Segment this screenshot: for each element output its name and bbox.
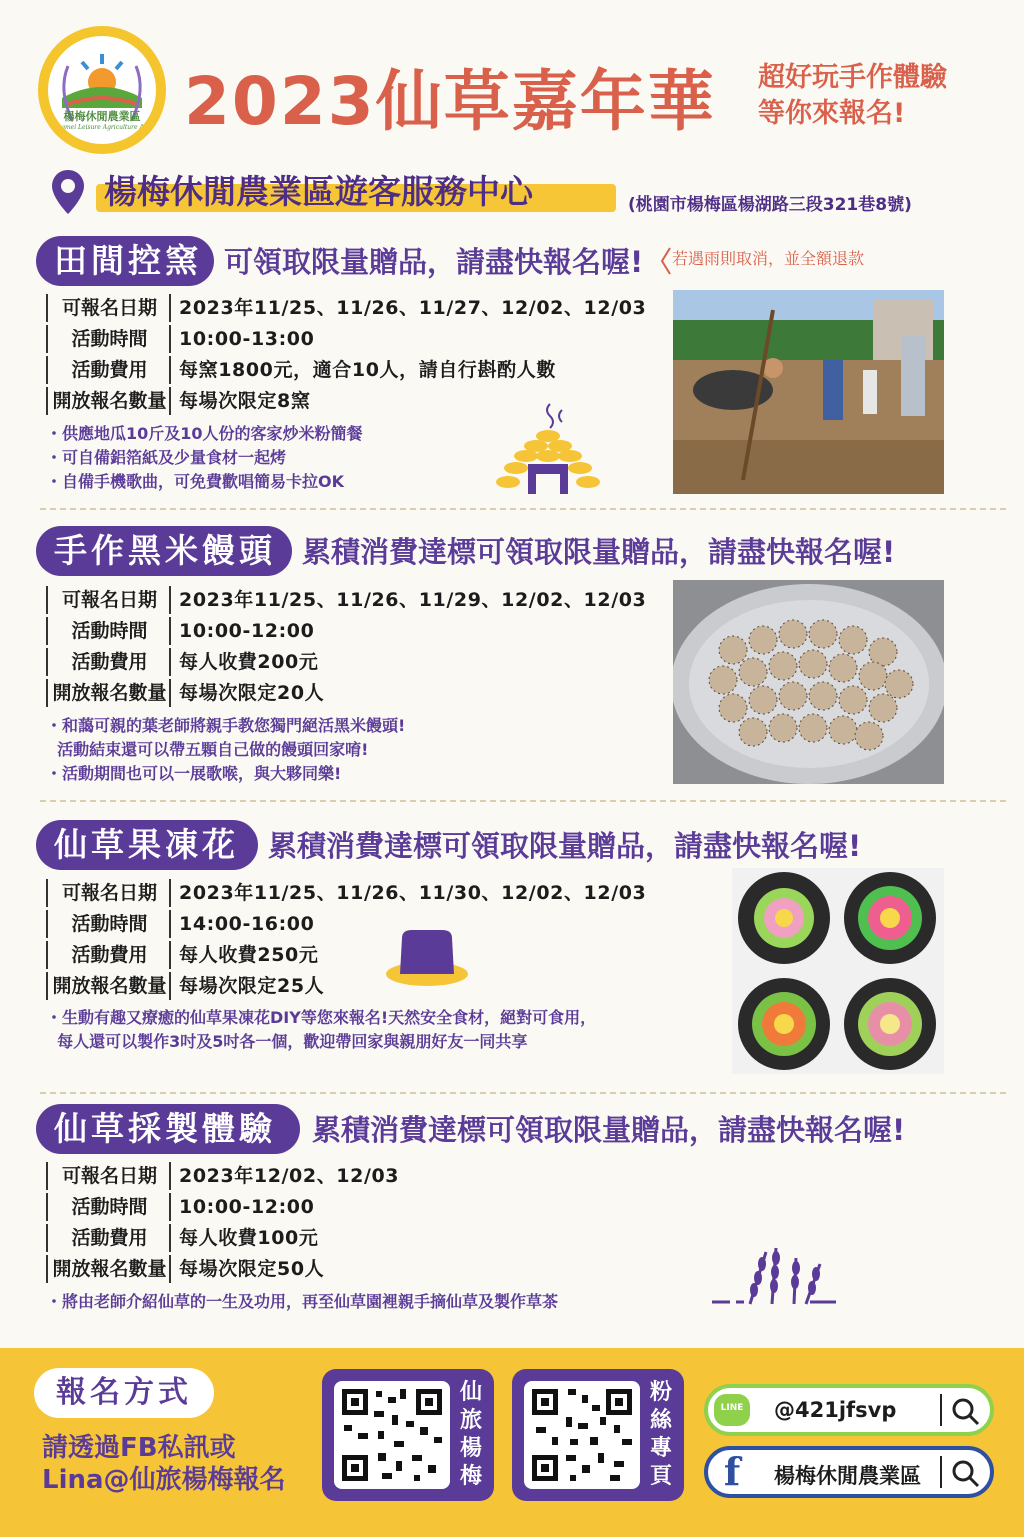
section-promo-kiln: 可領取限量贈品，請盡快報名喔! xyxy=(224,245,644,279)
row-value: 每場次限定50人 xyxy=(179,1258,325,1280)
row-value: 每場次限定25人 xyxy=(179,975,325,997)
info-row xyxy=(46,294,646,322)
section-promo-herb: 累積消費達標可領取限量贈品，請盡快報名喔! xyxy=(312,1113,906,1147)
row-label: 可報名日期 xyxy=(46,1162,171,1190)
info-row xyxy=(46,325,314,353)
row-value: 2023年11/25、11/26、11/29、12/02、12/03 xyxy=(179,589,647,611)
row-value: 2023年11/25、11/26、11/30、12/02、12/03 xyxy=(179,882,647,904)
row-label: 活動時間 xyxy=(46,1193,171,1221)
location-name: 楊梅休閒農業區遊客服務中心 xyxy=(104,172,533,211)
section-divider xyxy=(40,800,1006,802)
row-label: 活動時間 xyxy=(46,617,171,645)
line-id-box[interactable] xyxy=(704,1384,994,1436)
info-row xyxy=(46,1255,324,1283)
row-value: 2023年11/25、11/26、11/27、12/02、12/03 xyxy=(179,297,647,319)
search-divider xyxy=(940,1456,942,1488)
info-row xyxy=(46,617,314,645)
row-label: 活動時間 xyxy=(46,325,171,353)
row-label: 開放報名數量 xyxy=(46,1255,171,1283)
jelly-pudding-illustration xyxy=(384,926,470,988)
row-label: 活動時間 xyxy=(46,910,171,938)
row-value: 每場次限定20人 xyxy=(179,682,325,704)
qr-label-line: 仙旅楊梅 xyxy=(459,1380,482,1489)
row-label: 開放報名數量 xyxy=(46,679,171,707)
subtitle-line2: 等你來報名! xyxy=(758,98,906,129)
line-id-text: @421jfsvp xyxy=(774,1398,897,1422)
registration-desc xyxy=(42,1432,286,1496)
qr-code-line[interactable] xyxy=(334,1381,450,1489)
row-label: 開放報名數量 xyxy=(46,972,171,1000)
facebook-icon xyxy=(712,1449,752,1494)
lavender-illustration xyxy=(710,1244,840,1310)
facebook-page-name: 楊梅休閒農業區 xyxy=(774,1464,921,1488)
note-list xyxy=(46,714,405,786)
info-row xyxy=(46,648,318,676)
note-list xyxy=(46,422,363,494)
row-label: 活動費用 xyxy=(46,941,171,969)
rain-cancel-note: 若遇雨則取消，並全額退款 xyxy=(672,249,865,268)
row-value: 每人收費200元 xyxy=(179,651,319,673)
section-title-kiln: 田間控窯 xyxy=(36,236,214,286)
search-icon[interactable] xyxy=(950,1396,980,1426)
section-promo-jelly: 累積消費達標可領取限量贈品，請盡快報名喔! xyxy=(268,829,862,863)
section-divider xyxy=(40,508,1006,510)
logo-subtext: Yangmei Leisure Agriculture Area xyxy=(50,124,154,131)
info-row xyxy=(46,586,646,614)
qr-card-facebook[interactable] xyxy=(512,1369,684,1501)
section-promo-buns: 累積消費達標可領取限量贈品，請盡快報名喔! xyxy=(302,535,896,569)
info-row xyxy=(46,879,646,907)
row-value: 每人收費250元 xyxy=(179,944,319,966)
row-label: 活動費用 xyxy=(46,1224,171,1252)
note-item: ・活動期間也可以一展歌喉，與大夥同樂! xyxy=(46,764,342,783)
section-title-herb: 仙草採製體驗 xyxy=(36,1104,300,1154)
photo-jelly-flowers xyxy=(732,868,944,1074)
note-item: 每人還可以製作3吋及5吋各一個，歡迎帶回家與親朋好友一同共享 xyxy=(46,1032,528,1051)
info-row xyxy=(46,1224,318,1252)
registration-title: 報名方式 xyxy=(34,1368,214,1418)
row-value: 10:00-13:00 xyxy=(179,328,315,350)
photo-kiln-activity xyxy=(673,290,944,494)
row-label: 可報名日期 xyxy=(46,879,171,907)
row-label: 開放報名數量 xyxy=(46,387,171,415)
facebook-icon-glyph: f xyxy=(723,1449,741,1494)
section-title-jelly: 仙草果凍花 xyxy=(36,820,258,870)
qr-label-facebook: 粉絲專頁 xyxy=(649,1380,672,1489)
note-item: ・供應地瓜10斤及10人份的客家炒米粉簡餐 xyxy=(46,424,363,443)
photo-black-rice-buns xyxy=(673,580,944,784)
info-row xyxy=(46,356,556,384)
bracket-icon xyxy=(660,246,672,276)
line-icon-label: LINE xyxy=(720,1403,744,1413)
note-list xyxy=(46,1290,558,1314)
facebook-page-box[interactable] xyxy=(704,1446,994,1498)
note-item: ・將由老師介紹仙草的一生及功用，再至仙草園裡親手摘仙草及製作草茶 xyxy=(46,1292,559,1311)
search-divider xyxy=(940,1394,942,1426)
location-pin-icon xyxy=(50,168,86,216)
info-row xyxy=(46,910,314,938)
note-item: 活動結束還可以帶五顆自己做的饅頭回家唷! xyxy=(46,740,369,759)
info-row xyxy=(46,972,324,1000)
section-divider xyxy=(40,1092,1006,1094)
info-row xyxy=(46,387,310,415)
registration-desc-line2: Lina@仙旅楊梅報名 xyxy=(42,1465,286,1495)
earth-kiln-illustration xyxy=(492,402,604,496)
search-icon[interactable] xyxy=(950,1458,980,1488)
note-item: ・和藹可親的葉老師將親手教您獨門絕活黑米饅頭! xyxy=(46,716,406,735)
row-label: 活動費用 xyxy=(46,648,171,676)
info-row xyxy=(46,1162,399,1190)
row-label: 可報名日期 xyxy=(46,586,171,614)
section-title-buns: 手作黑米饅頭 xyxy=(36,526,292,576)
qr-card-line[interactable] xyxy=(322,1369,494,1501)
info-row xyxy=(46,941,318,969)
logo-text: 楊梅休閒農業區 xyxy=(63,110,141,123)
row-value: 每窯1800元，適合10人，請自行斟酌人數 xyxy=(179,359,556,381)
row-value: 10:00-12:00 xyxy=(179,1196,315,1218)
qr-code-facebook[interactable] xyxy=(524,1381,640,1489)
page-title: 2023仙草嘉年華 xyxy=(184,63,716,140)
row-value: 2023年12/02、12/03 xyxy=(179,1165,400,1187)
info-row xyxy=(46,1193,314,1221)
subtitle-line1: 超好玩手作體驗 xyxy=(758,62,947,93)
note-list xyxy=(46,1006,596,1054)
row-label: 活動費用 xyxy=(46,356,171,384)
row-value: 10:00-12:00 xyxy=(179,620,315,642)
note-item: ・生動有趣又療癒的仙草果凍花DIY等您來報名!天然安全食材，絕對可食用， xyxy=(46,1008,597,1027)
note-item: ・自備手機歌曲，可免費歡唱簡易卡拉OK xyxy=(46,472,345,491)
line-icon xyxy=(714,1394,750,1426)
logo xyxy=(48,36,156,144)
note-item: ・可自備鋁箔紙及少量食材一起烤 xyxy=(46,448,287,467)
registration-desc-line1: 請透過FB私訊或 xyxy=(42,1433,236,1463)
row-label: 可報名日期 xyxy=(46,294,171,322)
row-value: 14:00-16:00 xyxy=(179,913,315,935)
row-value: 每場次限定8窯 xyxy=(179,390,311,412)
page-subtitle xyxy=(758,60,947,132)
location-address: (桃園市楊梅區楊湖路三段321巷8號) xyxy=(628,195,912,215)
row-value: 每人收費100元 xyxy=(179,1227,319,1249)
info-row xyxy=(46,679,324,707)
